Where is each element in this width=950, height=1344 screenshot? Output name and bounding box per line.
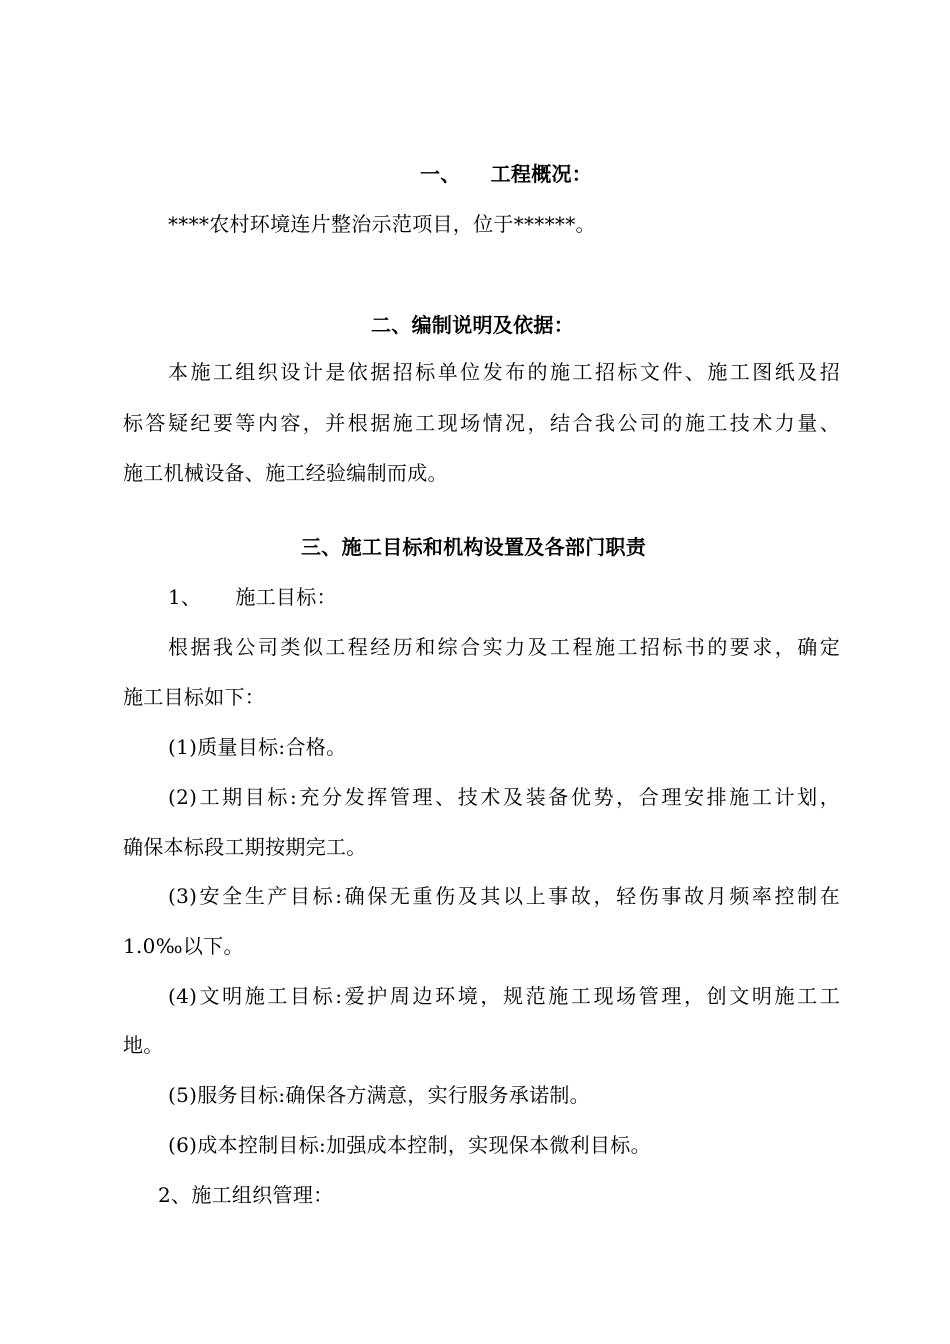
section-2-line-1: 本施工组织设计是依据招标单位发布的施工招标文件、施工图纸及招 (168, 360, 840, 384)
subsection-1-heading (168, 583, 337, 611)
goal-safety-line-2: 1.0‰以下。 (123, 934, 244, 958)
section-1-body: ****农村环境连片整治示范项目，位于******。 (168, 212, 596, 236)
section-1-number: 一、 (420, 162, 461, 186)
section-1-heading (420, 160, 592, 188)
goals-intro-line-1: 根据我公司类似工程经历和综合实力及工程施工招标书的要求，确定 (168, 635, 840, 659)
goal-safety-line-1: (3)安全生产目标:确保无重伤及其以上事故，轻伤事故月频率控制在 (168, 884, 840, 908)
goal-schedule-line-1: (2)工期目标:充分发挥管理、技术及装备优势，合理安排施工计划， (168, 785, 840, 809)
section-1-title: 工程概况： (490, 162, 593, 186)
section-3-heading: 三、施工目标和机构设置及各部门职责 (301, 535, 647, 559)
goals-intro-line-2: 施工目标如下： (123, 685, 266, 709)
subsection-2-heading: 2、施工组织管理： (158, 1183, 334, 1207)
goal-civilized-line-1: (4)文明施工目标:爱护周边环境，规范施工现场管理，创文明施工工 (168, 984, 840, 1008)
goal-quality: (1)质量目标:合格。 (168, 735, 347, 759)
goal-civilized-line-2: 地。 (123, 1033, 164, 1057)
goal-schedule-line-2: 确保本标段工期按期完工。 (123, 835, 367, 859)
subsection-1-title: 施工目标： (235, 585, 337, 609)
section-2-line-2: 标答疑纪要等内容，并根据施工现场情况，结合我公司的施工技术力量、 (123, 411, 840, 435)
goal-service: (5)服务目标:确保各方满意，实行服务承诺制。 (168, 1083, 590, 1107)
section-2-line-3: 施工机械设备、施工经验编制而成。 (123, 461, 448, 485)
section-2-heading: 二、编制说明及依据： (371, 313, 574, 337)
goal-cost: (6)成本控制目标:加强成本控制，实现保本微利目标。 (168, 1133, 651, 1157)
subsection-1-number: 1、 (168, 585, 202, 609)
